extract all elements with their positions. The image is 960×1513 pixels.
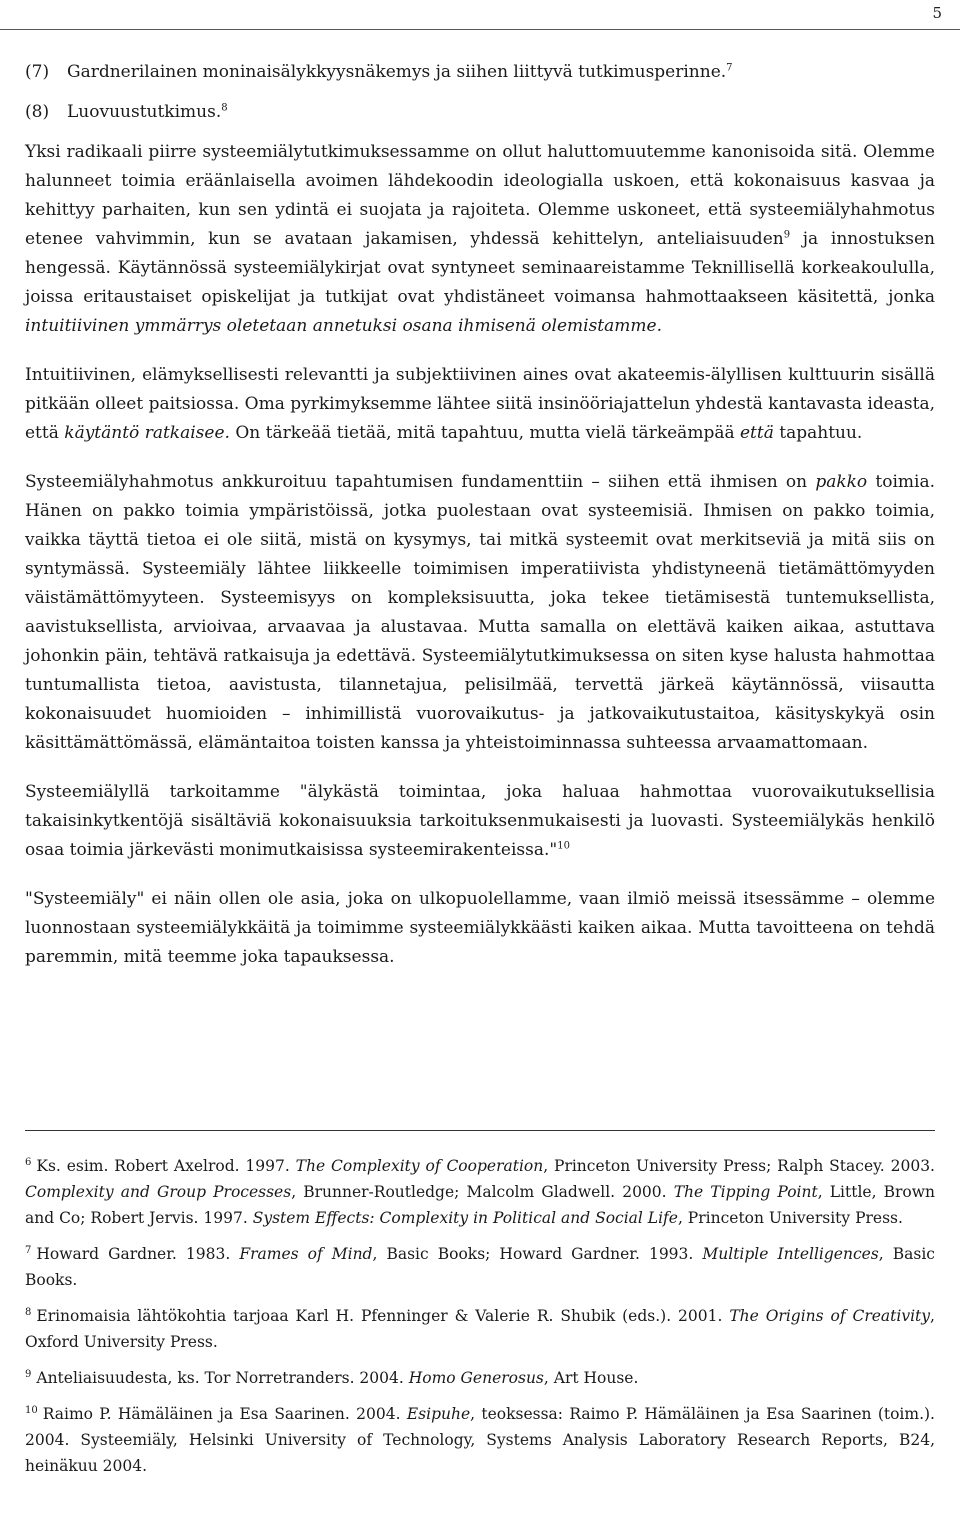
footnote-ref[interactable]: 8 [221,102,228,114]
body-text [25,58,935,972]
paragraph-3: Systeemiälyhahmotus ankkuroituu tapahtumisen fundamenttiin – siihen että ihmisen on pakko toimia. Hänen on pakko toimia ympäristöissä, jotka puolestaan ovat systeemisiä. Ihmisen on pakko toimia, vaikka täyttä tietoa ei ole siitä, mistä on kysymys, tai mitkä systeemit ovat merkitseviä ja mitä siis on syntymässä. Systeemiäly lähtee liikkeelle toimimisen imperatiivista yhdistyneenä tietämättömyyden väistämättömyyteen. Systeemisyys on kompleksisuutta, joka tekee tietämisestä tuntemuksellista, aavistuksellista, arvioivaa, arvaavaa ja alustavaa. Mutta samalla on elettävä kaiken aikaa, astuttava johonkin päin, tehtävä ratkaisuja ja edettävä. Systeemiälytutkimuksessa on siten kyse halusta hahmottaa tuntumallista tietoa, aavistusta, tilannetajua, pelisilmää, tervettä järkeä käytännössä, viisautta kokonaisuudet huomioiden – inhimillistä vuorovaikutus- ja jatkovaikutustaitoa, käsityskykyä osin käsittämättömässä, elämäntaitoa toisten kanssa ja yhteistoiminnassa suhteessa arvaamattomaan. [25,472,935,753]
footnote-mark: 7 [25,1244,32,1256]
footnote-10: $^{10}$ Raimo P. Hämäläinen ja Esa Saarinen. 2004. Esipuhe, teoksessa: Raimo P. Hämäläinen ja Esa Saarinen (toim.). 2004. Systeemiäly, Helsinki University of Technology, Systems Analysis Laboratory Research Reports, B24, heinäkuu 2004. [25,1404,935,1475]
paragraph-2: Intuitiivinen, elämyksellisesti relevantti ja subjektiivinen aines ovat akateemis-älyllisen kulttuurin sisällä pitkään olleet paitsiossa. Oma pyrkimyksemme lähtee siitä insinööriajattelun yhdestä kantavasta ideasta, että käytäntö ratkaisee. On tärkeää tietää, mitä tapahtuu, mutta vielä tärkeämpää että tapahtuu. [25,365,935,443]
paragraph-4: Systeemiälyllä tarkoitamme "älykästä toimintaa, joka haluaa hahmottaa vuorovaikutuksellisia takaisinkytkentöjä sisältäviä kokonaisuuksia tarkoituksenmukaisesti ja luovasti. Systeemiälykäs henkilö osaa toimia järkevästi monimutkaisissa systeemirakenteissa."$^{10}$ [25,782,935,860]
footnote-9: $^9$ Anteliaisuudesta, ks. Tor Norretranders. 2004. Homo Generosus, Art House. [25,1368,639,1387]
footnote-mark: 9 [25,1368,32,1380]
footnote-6: $^6$ Ks. esim. Robert Axelrod. 1997. The Complexity of Cooperation, Princeton University Press; Ralph Stacey. 2003. Complexity and Group Processes, Brunner-Routledge; Malcolm Gladwell. 2000. The Tipping Point, Little, Brown and Co; Robert Jervis. 1997. System Effects: Complexity in Political and Social Life, Princeton University Press. [25,1156,936,1227]
list-item-text: Luovuustutkimus. [67,102,222,122]
footnotes [25,1153,935,1489]
paragraph-1: Yksi radikaali piirre systeemiälytutkimuksessamme on ollut haluttomuutemme kanonisoida sitä. Olemme halunneet toimia eräänlaisella avoimen lähdekoodin ideologialla uskoen, että kokonaisuus kasvaa ja kehittyy parhaiten, kun sen ydintä ei suojata ja rajoiteta. Olemme uskoneet, että systeemiälyhahmotus etenee vahvimmin, kun se avataan jakamisen, yhdessä kehittelyn, anteliaisuuden$^9$ ja innostuksen hengessä. Käytännössä systeemiälykirjat ovat syntyneet seminaareistamme Teknillisellä korkeakoululla, joissa eritaustaiset opiskelijat ja tutkijat ovat yhdistäneet voimansa hahmottaakseen käsitettä, jonka intuitiivinen ymmärrys oletetaan annetuksi osana ihmisenä olemistamme. [25,142,935,336]
list-item [25,98,935,127]
list-item [25,58,935,87]
header-rule [0,29,960,30]
list-item-number: (7) [25,62,50,82]
footnote-ref[interactable]: 10 [557,840,570,852]
list-item-text: Gardnerilainen moninaisälykkyysnäkemys ja siihen liittyvä tutkimusperinne. [67,62,727,82]
footnote-separator [25,1130,935,1131]
footnote-8: $^8$ Erinomaisia lähtökohtia tarjoaa Karl H. Pfenninger & Valerie R. Shubik (eds.). 2001. The Origins of Creativity, Oxford University Press. [25,1306,935,1351]
paragraph-5: "Systeemiäly" ei näin ollen ole asia, joka on ulkopuolellamme, vaan ilmiö meissä itsessämme – olemme luonnostaan systeemiälykkäitä ja toimimme systeemiälykkäästi kaiken aikaa. Mutta tavoitteena on tehdä paremmin, mitä teemme joka tapauksessa. [25,889,935,967]
footnote-ref[interactable]: 7 [726,62,733,74]
footnote-7: $^7$ Howard Gardner. 1983. Frames of Mind, Basic Books; Howard Gardner. 1993. Multiple Intelligences, Basic Books. [25,1244,935,1289]
page-number: 5 [932,4,942,22]
list-item-number: (8) [25,102,50,122]
footnote-mark: 6 [25,1156,32,1168]
footnote-ref[interactable]: 9 [783,229,791,241]
footnote-mark: 10 [25,1404,38,1416]
footnote-mark: 8 [25,1306,32,1318]
